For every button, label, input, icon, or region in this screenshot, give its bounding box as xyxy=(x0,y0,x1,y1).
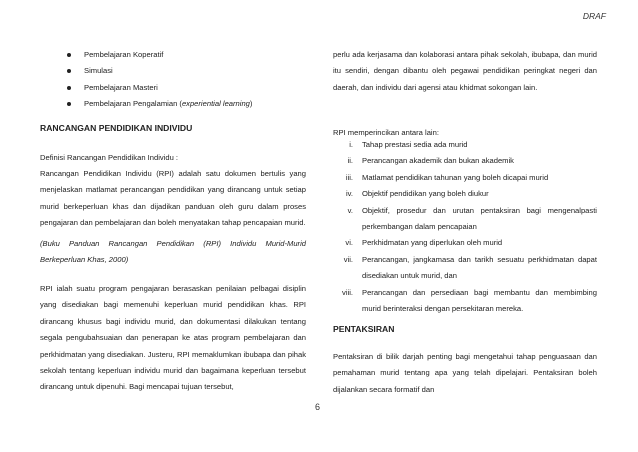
list-item: v. Objektif, prosedur dan urutan pentaksiran bagi mengenalpasti perkembangan dalam pencapaian xyxy=(347,205,597,232)
list-intro: RPI memperincikan antara lain: xyxy=(333,128,439,137)
rpi-paragraph: RPI ialah suatu program pengajaran berasaskan penilaian pelbagai disiplin yang disediakan bagi memenuhi keperluan murid pendidikan khas. RPI dirancang khusus bagi individu murid, dan dokumentasi dilakukan tentang segala pengubahsuaian dan penerapan ke atas program pembelajaran dan perkhidmatan yang disediakan. Justeru, RPI memaklumkan ibubapa dan pihak sekolah tentang keperluan individu murid dan bagaimana keperluan tersebut dirancang untuk dipenuhi. Bagi mencapai tujuan tersebut, xyxy=(40,284,306,392)
method-bullet-list xyxy=(64,47,252,113)
list-item: i. Tahap prestasi sedia ada murid xyxy=(349,140,468,149)
list-item: iii. Matlamat pendidikan tahunan yang boleh dicapai murid xyxy=(345,172,549,182)
bullet-item: Pembelajaran Pengalamian (experiential learning) xyxy=(64,96,252,112)
bullet-icon xyxy=(67,69,71,73)
definition-paragraph: Rancangan Pendidikan Individu (RPI) adalah satu dokumen bertulis yang menjelaskan matlamat perancangan pendidikan yang dirancang untuk setiap murid berkeperluan khas dan dijadikan panduan oleh guru dalam proses pengajaran dan pembelajaran dan boleh menyatakan tahap pencapaian murid. xyxy=(40,169,306,228)
bullet-item: Simulasi xyxy=(64,63,252,79)
list-item: viii. Perancangan dan persediaan bagi membantu dan membimbing murid berinteraksi dengan persekitaran mereka. xyxy=(342,287,597,314)
list-item: ii. Perancangan akademik dan bukan akademik xyxy=(347,156,514,166)
bullet-item: Pembelajaran Koperatif xyxy=(64,47,252,63)
page-number: 6 xyxy=(315,402,321,412)
rpi-details-list xyxy=(331,137,597,317)
bullet-icon xyxy=(67,102,71,106)
collaboration-paragraph: perlu ada kerjasama dan kolaborasi antara pihak sekolah, ibubapa, dan murid itu sendiri, dengan dibantu oleh pegawai pendidikan peringkat negeri dan daerah, dan individu dari agensi atau khidmat sokongan lain. xyxy=(333,50,597,92)
definition-title: Definisi Rancangan Pendidikan Individu : xyxy=(40,153,179,162)
bullet-icon xyxy=(67,86,71,90)
bullet-icon xyxy=(67,53,71,57)
list-item: vii. Perancangan, jangkamasa dan tarikh sesuatu perkhidmatan dapat disediakan untuk murid, dan xyxy=(343,254,597,281)
list-item: vi. Perkhidmatan yang diperlukan oleh murid xyxy=(345,238,503,248)
section-heading-pentaksiran: PENTAKSIRAN xyxy=(333,324,395,334)
assessment-paragraph: Pentaksiran di bilik darjah penting bagi mengetahui tahap penguasaan dan pemahaman murid tentang apa yang telah dipelajari. Pentaksiran boleh dijalankan secara formatif dan xyxy=(333,352,597,394)
bullet-item: Pembelajaran Masteri xyxy=(64,80,252,96)
section-heading-rpi: RANCANGAN PENDIDIKAN INDIVIDU xyxy=(40,123,193,133)
list-item: iv. Objektif pendidikan yang boleh diukur xyxy=(345,189,489,199)
draft-label: DRAF xyxy=(582,11,606,21)
citation: (Buku Panduan Rancangan Pendidikan (RPI) Individu Murid-Murid Berkeperluan Khas, 2000) xyxy=(40,239,306,265)
